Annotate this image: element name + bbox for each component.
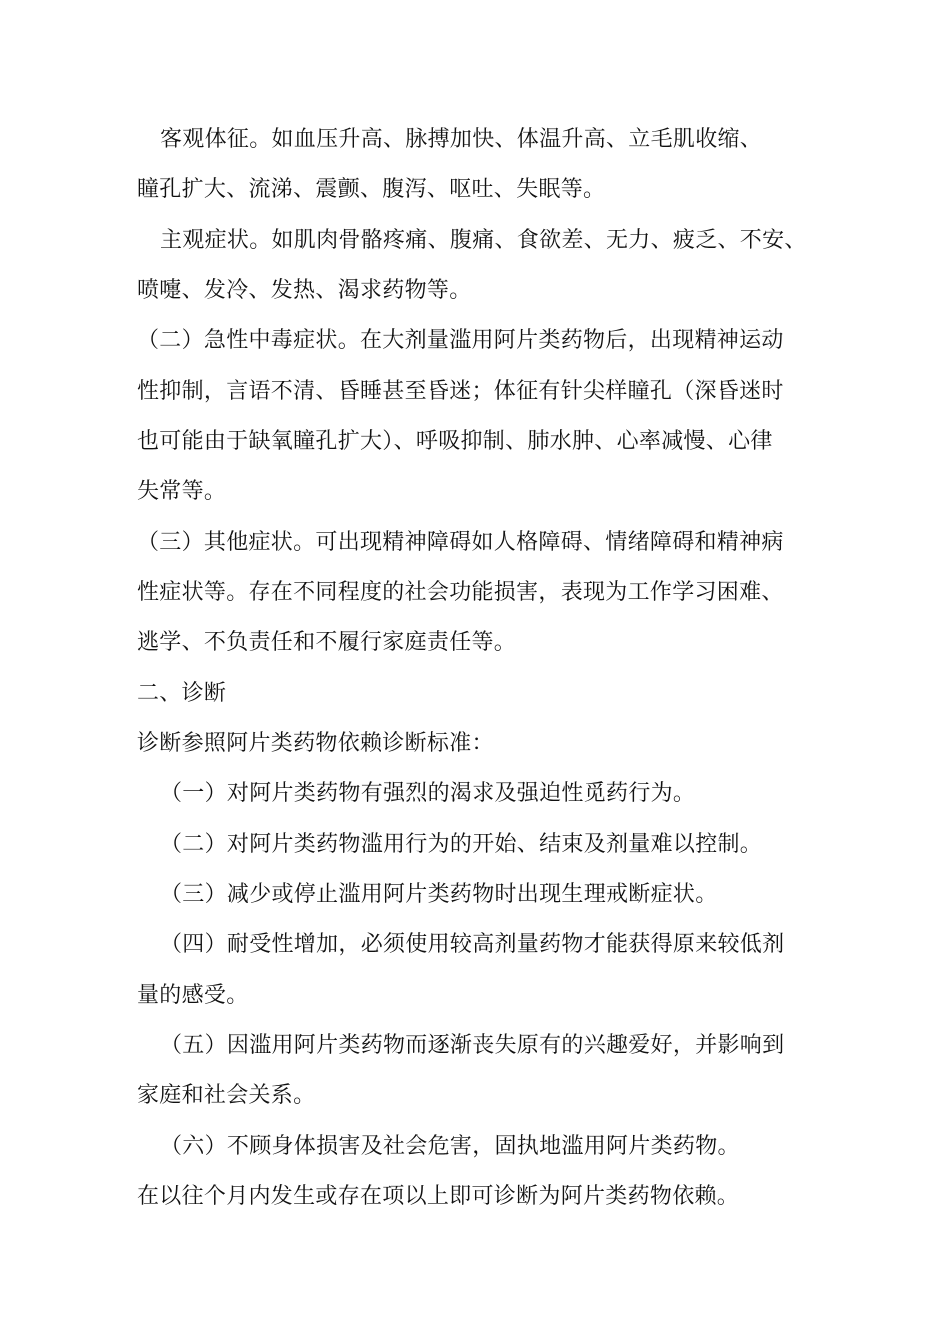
criterion-item: （三）减少或停止滥用阿片类药物时出现生理戒断症状。 <box>160 882 718 907</box>
text-line: 也可能由于缺氧瞳孔扩大）、呼吸抑制、肺水肿、心率减慢、心律 <box>137 429 773 454</box>
text-line: 性抑制，言语不清、昏睡甚至昏迷；体征有针尖样瞳孔（深昏迷时 <box>137 379 784 404</box>
criterion-item: （四）耐受性增加，必须使用较高剂量药物才能获得原来较低剂 <box>160 932 785 957</box>
text-line: 主观症状。如肌肉骨骼疼痛、腹痛、食欲差、无力、疲乏、不安、 <box>160 228 807 253</box>
criterion-item: （二）对阿片类药物滥用行为的开始、结束及剂量难以控制。 <box>160 832 763 857</box>
text-line: 客观体征。如血压升高、脉搏加快、体温升高、立毛肌收缩、 <box>160 127 763 152</box>
text-line: 量的感受。 <box>137 983 249 1008</box>
criterion-item: （六）不顾身体损害及社会危害，固执地滥用阿片类药物。 <box>160 1134 740 1159</box>
text-line: 在以往个月内发生或存在项以上即可诊断为阿片类药物依赖。 <box>137 1184 740 1209</box>
text-line: 性症状等。存在不同程度的社会功能损害，表现为工作学习困难、 <box>137 580 784 605</box>
text-line: 逃学、不负责任和不履行家庭责任等。 <box>137 630 517 655</box>
section-title: 二、诊断 <box>137 681 227 706</box>
section-heading: （二）急性中毒症状。在大剂量滥用阿片类药物后，出现精神运动 <box>137 328 784 353</box>
text-line: 瞳孔扩大、流涕、震颤、腹泻、呕吐、失眠等。 <box>137 177 606 202</box>
text-line: 喷嚏、发冷、发热、渴求药物等。 <box>137 278 472 303</box>
section-heading: （三）其他症状。可出现精神障碍如人格障碍、情绪障碍和精神病 <box>137 530 784 555</box>
criterion-item: （五）因滥用阿片类药物而逐渐丧失原有的兴趣爱好，并影响到 <box>160 1033 785 1058</box>
text-line: 家庭和社会关系。 <box>137 1083 316 1108</box>
text-line: 失常等。 <box>137 479 227 504</box>
criterion-item: （一）对阿片类药物有强烈的渴求及强迫性觅药行为。 <box>160 781 696 806</box>
text-line: 诊断参照阿片类药物依赖诊断标准： <box>137 731 494 756</box>
